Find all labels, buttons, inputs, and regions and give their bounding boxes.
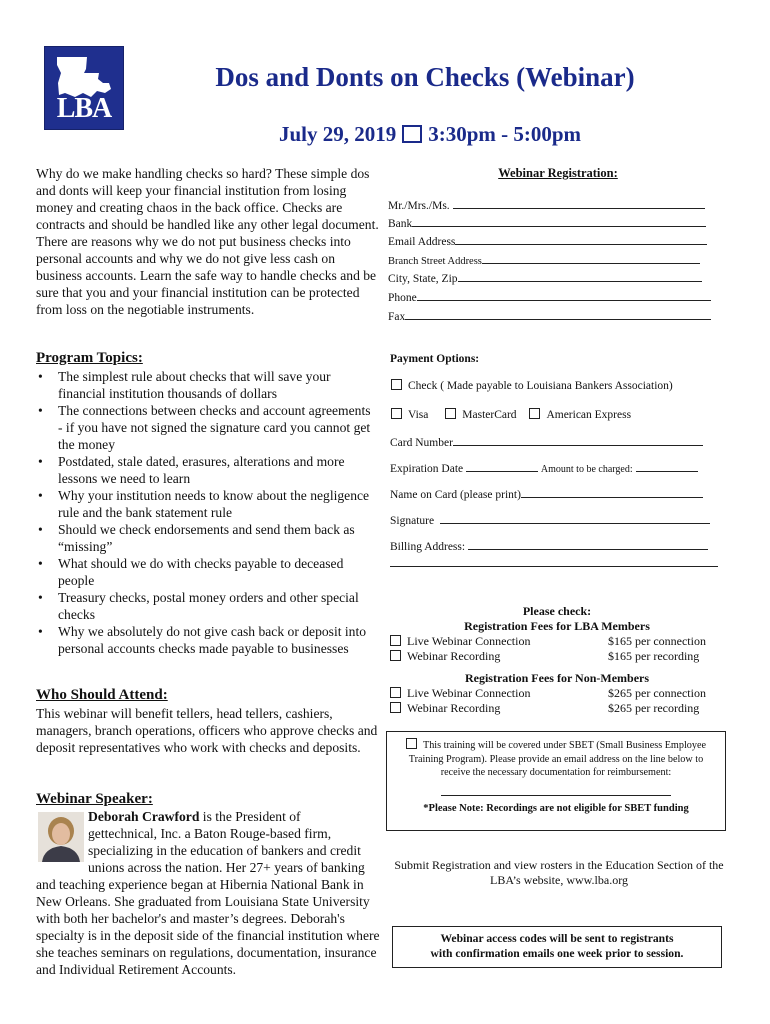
- speaker-bio-line: unions across the nation. Her 27+ years of banking: [88, 860, 365, 875]
- intro-paragraph: Why do we make handling checks so hard? These simple dos and donts will keep your financial institution from losing money and creating chaos in the back office. Checks are contracts and should be handled like any other legal document. There are reasons why we do not put business checks into personal accounts and why we do not give less cash on business accounts. Learn the safe way to handle checks and be sure that you and your financial institution can be protected from loss on the negotiable instruments.: [36, 166, 379, 317]
- topic-item: • Why your institution needs to know about the negligence rule and the bank statement rule: [36, 487, 378, 521]
- submit-instructions: Submit Registration and view rosters in the Education Section of the LBA’s website, www.lba.org: [394, 858, 724, 887]
- city-state-zip-field[interactable]: City, State, Zip: [388, 271, 702, 285]
- topic-item: • What should we do with checks payable to deceased people: [36, 555, 378, 589]
- checkbox[interactable]: [445, 408, 456, 419]
- amex-option[interactable]: American Express: [529, 409, 631, 421]
- topics-list: [36, 368, 378, 657]
- checkbox[interactable]: [406, 738, 417, 749]
- fee-row[interactable]: Live Webinar Connection $265 per connection: [390, 686, 724, 701]
- topic-item: • Why we absolutely do not give cash back or deposit into personal accounts checks made payable to businesses: [36, 623, 378, 657]
- speaker-name: Deborah Crawford: [88, 809, 200, 824]
- event-date-time: [230, 122, 630, 147]
- fees-section: [390, 604, 724, 715]
- please-check-label: Please check:: [522, 604, 592, 618]
- checkbox[interactable]: [529, 408, 540, 419]
- fee-row[interactable]: Webinar Recording $265 per recording: [390, 701, 724, 716]
- members-fees-heading: Registration Fees for LBA Members: [464, 619, 650, 633]
- email-field[interactable]: Email Address: [388, 234, 707, 248]
- checkbox[interactable]: [390, 650, 401, 661]
- sbet-box: [386, 731, 726, 831]
- card-number-field[interactable]: Card Number: [390, 435, 703, 449]
- registration-heading: Webinar Registration:: [498, 166, 618, 180]
- signature-field[interactable]: Signature: [390, 513, 710, 527]
- mastercard-option[interactable]: MasterCard: [445, 409, 516, 421]
- fee-row[interactable]: Live Webinar Connection $165 per connection: [390, 634, 724, 649]
- access-codes-box: [392, 926, 722, 968]
- sbet-email-line[interactable]: [441, 794, 671, 796]
- event-date: July 29, 2019: [278, 122, 397, 146]
- topic-item: • The simplest rule about checks that will save your financial institution thousands of dollars: [36, 368, 378, 402]
- checkbox[interactable]: [391, 379, 402, 390]
- topic-item: • Treasury checks, postal money orders and other special checks: [36, 589, 378, 623]
- topics-heading: Program Topics:: [36, 350, 143, 366]
- name-on-card-field[interactable]: Name on Card (please print): [390, 487, 703, 501]
- sbet-note: *Please Note: Recordings are not eligible for SBET funding: [423, 802, 689, 814]
- speaker-bio-line: specializing in the education of bankers and credit: [88, 843, 361, 858]
- event-time: 3:30pm - 5:00pm: [428, 122, 582, 146]
- lba-logo: [44, 46, 124, 130]
- fee-row[interactable]: Webinar Recording $165 per recording: [390, 649, 724, 664]
- attend-heading: Who Should Attend:: [36, 687, 168, 703]
- speaker-bio-rest: and teaching experience began at Hibernia National Bank in New Orleans. She graduated from Louisiana State University with both her bachelor's and master’s degrees. Deborah's specialty is in the deposit side of the financial institution where she teaches seminars on regulations, documentation, insurance and Individual Retirement Accounts.: [36, 877, 380, 977]
- expiration-field[interactable]: Expiration Date Amount to be charged:: [390, 461, 698, 475]
- payment-heading: Payment Options:: [390, 353, 480, 365]
- speaker-bio-line: gettechnical, Inc. a Baton Rouge-based firm,: [88, 826, 332, 841]
- access-line: with confirmation emails one week prior to session.: [430, 947, 684, 960]
- branch-address-field[interactable]: Branch Street Address: [388, 253, 700, 267]
- topic-item: • Should we check endorsements and send them back as “missing”: [36, 521, 378, 555]
- access-line: Webinar access codes will be sent to registrants: [440, 932, 674, 945]
- speaker-bio-line: is the President of: [199, 809, 301, 824]
- checkbox[interactable]: [391, 408, 402, 419]
- topic-item: • Postdated, stale dated, erasures, alterations and more lessons we need to learn: [36, 453, 378, 487]
- name-field[interactable]: Mr./Mrs./Ms.: [388, 198, 705, 212]
- check-option[interactable]: Check ( Made payable to Louisiana Bankers Association): [391, 379, 673, 392]
- speaker-bio: [36, 808, 382, 978]
- topic-item: • The connections between checks and account agreements - if you have not signed the signature card you cannot get the money: [36, 402, 378, 453]
- checkbox[interactable]: [390, 687, 401, 698]
- speaker-heading: Webinar Speaker:: [36, 791, 153, 807]
- page-title: Dos and Donts on Checks (Webinar): [215, 62, 635, 92]
- checkbox[interactable]: [390, 702, 401, 713]
- billing-address-line-2[interactable]: [390, 566, 718, 567]
- phone-field[interactable]: Phone: [388, 290, 711, 304]
- checkbox[interactable]: [390, 635, 401, 646]
- visa-option[interactable]: Visa: [391, 409, 428, 421]
- attend-paragraph: This webinar will benefit tellers, head tellers, cashiers, managers, branch operations, officers who approve checks and deposit representatives who work with checks and deposits.: [36, 706, 378, 755]
- card-options: [391, 408, 631, 421]
- bank-field[interactable]: Bank: [388, 216, 706, 230]
- billing-address-field[interactable]: Billing Address:: [390, 539, 708, 553]
- nonmembers-fees-heading: Registration Fees for Non-Members: [464, 671, 650, 685]
- calendar-box-icon: [402, 125, 422, 143]
- fax-field[interactable]: Fax: [388, 309, 711, 323]
- logo-text: LBA: [56, 93, 112, 124]
- sbet-text: This training will be covered under SBET (Small Business Employee Training Program). Please provide an email address on the line below to receive the necessary documentation for reimbursement:: [408, 740, 707, 779]
